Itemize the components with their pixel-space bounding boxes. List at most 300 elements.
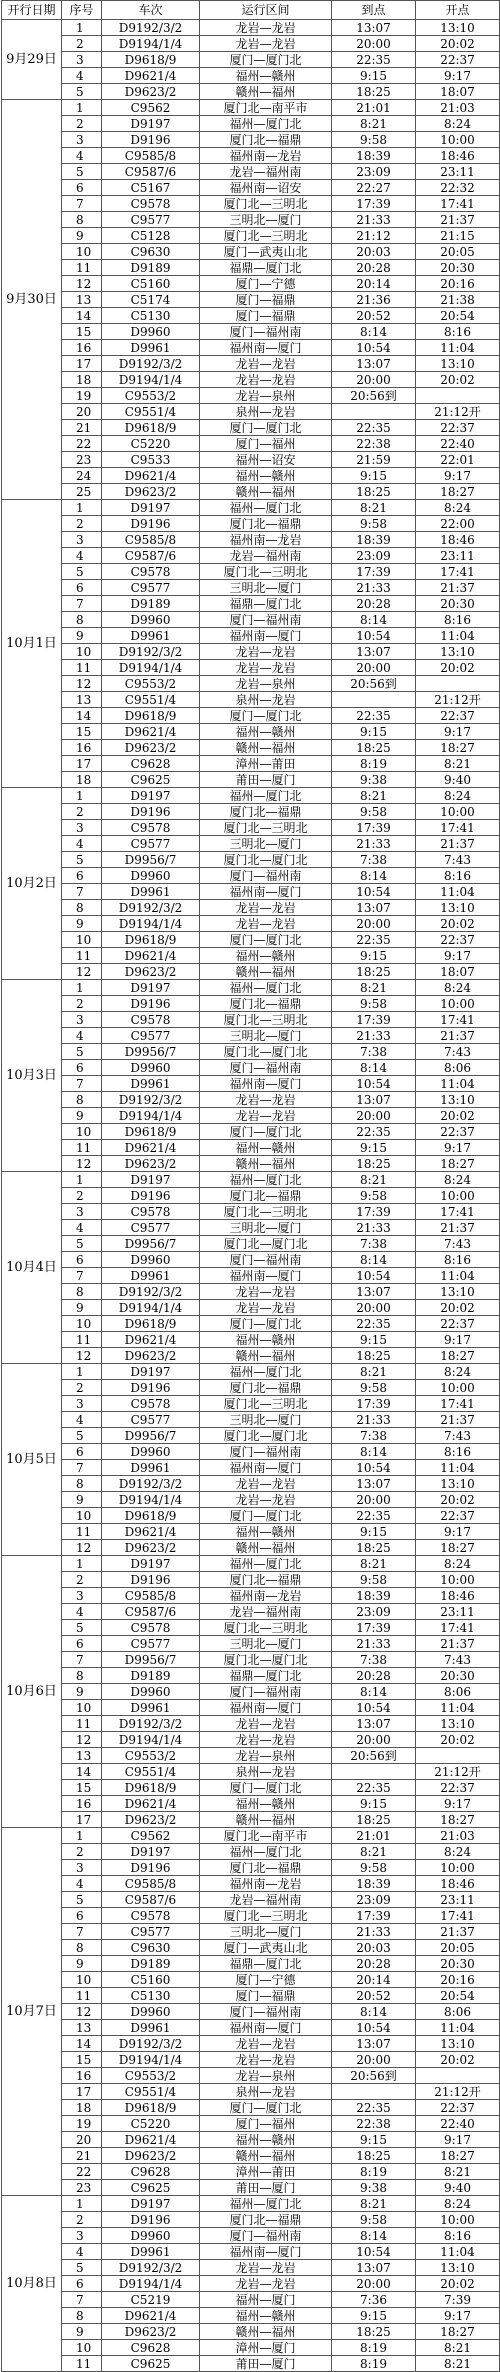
train-no-cell: D9621/4 <box>102 724 200 740</box>
table-row <box>2 580 500 596</box>
arrive-cell: 8:14 <box>332 868 416 884</box>
depart-cell: 21:37 <box>416 580 500 596</box>
route-cell: 莆田—厦门 <box>200 2180 332 2196</box>
depart-cell: 23:11 <box>416 1604 500 1620</box>
depart-cell: 22:37 <box>416 420 500 436</box>
arrive-cell: 18:25 <box>332 1156 416 1172</box>
seq-cell: 7 <box>62 1076 102 1092</box>
table-row <box>2 1812 500 1828</box>
arrive-cell: 20:56到 <box>332 676 416 692</box>
train-no-cell: C5167 <box>102 180 200 196</box>
arrive-cell: 9:58 <box>332 1188 416 1204</box>
route-cell: 福州—厦门北 <box>200 1844 332 1860</box>
depart-cell: 18:46 <box>416 532 500 548</box>
train-no-cell: D9956/7 <box>102 1428 200 1444</box>
seq-cell: 14 <box>62 2036 102 2052</box>
depart-cell: 21:37 <box>416 1412 500 1428</box>
arrive-cell: 7:38 <box>332 1428 416 1444</box>
train-no-cell: D9618/9 <box>102 52 200 68</box>
arrive-cell: 23:09 <box>332 164 416 180</box>
train-no-cell: D9621/4 <box>102 1140 200 1156</box>
seq-cell: 1 <box>62 100 102 116</box>
train-no-cell: D9960 <box>102 1252 200 1268</box>
arrive-cell: 13:07 <box>332 2036 416 2052</box>
arrive-cell: 20:00 <box>332 916 416 932</box>
arrive-cell: 17:39 <box>332 1396 416 1412</box>
train-no-cell: C9533 <box>102 452 200 468</box>
train-no-cell: D9621/4 <box>102 1796 200 1812</box>
train-no-cell: C9577 <box>102 1924 200 1940</box>
depart-cell: 8:16 <box>416 324 500 340</box>
train-no-cell: D9194/1/4 <box>102 660 200 676</box>
seq-cell: 1 <box>62 788 102 804</box>
seq-cell: 19 <box>62 388 102 404</box>
table-row <box>2 420 500 436</box>
table-row <box>2 1620 500 1636</box>
seq-cell: 12 <box>62 676 102 692</box>
depart-cell: 13:10 <box>416 356 500 372</box>
route-cell: 厦门—福州 <box>200 436 332 452</box>
arrive-cell: 9:15 <box>332 468 416 484</box>
table-row <box>2 180 500 196</box>
arrive-cell: 20:00 <box>332 2276 416 2292</box>
arrive-cell: 8:21 <box>332 116 416 132</box>
arrive-cell: 20:03 <box>332 244 416 260</box>
depart-cell: 18:07 <box>416 84 500 100</box>
run-date-cell: 10月6日 <box>2 1556 62 1828</box>
depart-cell: 7:43 <box>416 1428 500 1444</box>
depart-cell: 9:17 <box>416 2132 500 2148</box>
run-date-cell: 10月1日 <box>2 500 62 788</box>
seq-cell: 2 <box>62 1188 102 1204</box>
seq-cell: 3 <box>62 52 102 68</box>
arrive-cell: 18:25 <box>332 2324 416 2340</box>
train-no-cell: D9192/3/2 <box>102 356 200 372</box>
train-no-cell: D9956/7 <box>102 1044 200 1060</box>
depart-cell: 20:02 <box>416 2052 500 2068</box>
arrive-cell: 9:58 <box>332 2212 416 2228</box>
arrive-cell: 9:15 <box>332 724 416 740</box>
table-row <box>2 356 500 372</box>
arrive-cell: 17:39 <box>332 1012 416 1028</box>
train-no-cell: D9960 <box>102 1444 200 1460</box>
depart-cell: 22:37 <box>416 2100 500 2116</box>
table-row <box>2 532 500 548</box>
arrive-cell: 9:38 <box>332 2180 416 2196</box>
run-date-cell: 10月8日 <box>2 2196 62 2372</box>
table-row <box>2 996 500 1012</box>
table-row <box>2 372 500 388</box>
table-row <box>2 1972 500 1988</box>
route-cell: 龙岩—福州南 <box>200 164 332 180</box>
route-cell: 泉州—龙岩 <box>200 692 332 708</box>
arrive-cell: 7:36 <box>332 2292 416 2308</box>
route-cell: 福州南—厦门 <box>200 884 332 900</box>
arrive-cell: 8:21 <box>332 1172 416 1188</box>
depart-cell: 21:03 <box>416 100 500 116</box>
depart-cell: 11:04 <box>416 2244 500 2260</box>
table-row <box>2 212 500 228</box>
route-cell: 厦门—福州南 <box>200 612 332 628</box>
seq-cell: 1 <box>62 500 102 516</box>
route-cell: 厦门北—福鼎 <box>200 132 332 148</box>
route-cell: 厦门—福州 <box>200 2116 332 2132</box>
train-no-cell: C9628 <box>102 2164 200 2180</box>
seq-cell: 25 <box>62 484 102 500</box>
train-no-cell: C5130 <box>102 1988 200 2004</box>
seq-cell: 1 <box>62 1364 102 1380</box>
table-row <box>2 1556 500 1572</box>
depart-cell: 7:43 <box>416 1652 500 1668</box>
depart-cell: 21:37 <box>416 1924 500 1940</box>
route-cell: 厦门北—三明北 <box>200 1204 332 1220</box>
train-no-cell: C9578 <box>102 196 200 212</box>
route-cell: 福州—厦门北 <box>200 1556 332 1572</box>
train-no-cell: D9956/7 <box>102 1236 200 1252</box>
train-no-cell: D9960 <box>102 612 200 628</box>
train-no-cell: C9630 <box>102 244 200 260</box>
train-no-cell: C5220 <box>102 436 200 452</box>
depart-cell: 22:00 <box>416 516 500 532</box>
seq-cell: 6 <box>62 1060 102 1076</box>
arrive-cell: 20:00 <box>332 1300 416 1316</box>
depart-cell: 21:12开 <box>416 404 500 420</box>
depart-cell: 11:04 <box>416 1700 500 1716</box>
train-no-cell: D9961 <box>102 1268 200 1284</box>
route-cell: 厦门—福州南 <box>200 1060 332 1076</box>
depart-cell: 9:17 <box>416 1796 500 1812</box>
seq-cell: 4 <box>62 1876 102 1892</box>
depart-cell: 8:24 <box>416 980 500 996</box>
header-arrive: 到点 <box>332 1 416 20</box>
arrive-cell: 8:19 <box>332 2164 416 2180</box>
table-row <box>2 1988 500 2004</box>
depart-cell: 22:40 <box>416 2116 500 2132</box>
table-row <box>2 1524 500 1540</box>
route-cell: 龙岩—龙岩 <box>200 2036 332 2052</box>
route-cell: 厦门北—厦门北 <box>200 1236 332 1252</box>
table-row <box>2 1876 500 1892</box>
table-row <box>2 548 500 564</box>
seq-cell: 5 <box>62 1892 102 1908</box>
depart-cell: 9:40 <box>416 2180 500 2196</box>
route-cell: 赣州—福州 <box>200 1812 332 1828</box>
table-row <box>2 708 500 724</box>
depart-cell: 22:40 <box>416 436 500 452</box>
seq-cell: 10 <box>62 244 102 260</box>
route-cell: 厦门—厦门北 <box>200 1508 332 1524</box>
depart-cell: 21:12开 <box>416 2084 500 2100</box>
route-cell: 厦门北—三明北 <box>200 228 332 244</box>
seq-cell: 14 <box>62 1764 102 1780</box>
arrive-cell: 22:38 <box>332 436 416 452</box>
arrive-cell: 22:35 <box>332 932 416 948</box>
seq-cell: 20 <box>62 2132 102 2148</box>
depart-cell: 8:24 <box>416 1364 500 1380</box>
seq-cell: 5 <box>62 84 102 100</box>
header-date: 开行日期 <box>2 1 62 20</box>
depart-cell: 10:00 <box>416 804 500 820</box>
seq-cell: 2 <box>62 996 102 1012</box>
depart-cell: 20:30 <box>416 1668 500 1684</box>
run-date-cell: 9月30日 <box>2 100 62 500</box>
table-row <box>2 1044 500 1060</box>
train-no-cell: C9553/2 <box>102 1748 200 1764</box>
train-no-cell: C9625 <box>102 772 200 788</box>
route-cell: 厦门—福鼎 <box>200 308 332 324</box>
table-row <box>2 612 500 628</box>
train-no-cell: D9194/1/4 <box>102 1108 200 1124</box>
table-row <box>2 452 500 468</box>
table-row <box>2 2148 500 2164</box>
table-row <box>2 276 500 292</box>
seq-cell: 12 <box>62 1540 102 1556</box>
table-row <box>2 1396 500 1412</box>
train-no-cell: D9197 <box>102 980 200 996</box>
train-no-cell: D9197 <box>102 788 200 804</box>
table-row <box>2 1476 500 1492</box>
depart-cell: 10:00 <box>416 2212 500 2228</box>
depart-cell <box>416 676 500 692</box>
train-no-cell: C9628 <box>102 2340 200 2356</box>
train-no-cell: D9960 <box>102 1060 200 1076</box>
route-cell: 福州—赣州 <box>200 1796 332 1812</box>
seq-cell: 10 <box>62 1316 102 1332</box>
route-cell: 龙岩—福州南 <box>200 1604 332 1620</box>
train-no-cell: C5220 <box>102 2116 200 2132</box>
route-cell: 龙岩—龙岩 <box>200 20 332 36</box>
route-cell: 厦门北—三明北 <box>200 564 332 580</box>
depart-cell: 8:24 <box>416 500 500 516</box>
table-row <box>2 2084 500 2100</box>
train-no-cell: D9618/9 <box>102 1316 200 1332</box>
train-no-cell: C9630 <box>102 1940 200 1956</box>
seq-cell: 2 <box>62 1572 102 1588</box>
train-no-cell: D9197 <box>102 500 200 516</box>
table-row <box>2 724 500 740</box>
depart-cell: 17:41 <box>416 1620 500 1636</box>
train-no-cell: C9577 <box>102 1220 200 1236</box>
train-no-cell: C9551/4 <box>102 1764 200 1780</box>
route-cell: 厦门—福州南 <box>200 1684 332 1700</box>
route-cell: 龙岩—龙岩 <box>200 1732 332 1748</box>
depart-cell: 10:00 <box>416 1572 500 1588</box>
table-row <box>2 1860 500 1876</box>
train-no-cell: D9192/3/2 <box>102 900 200 916</box>
arrive-cell: 18:39 <box>332 532 416 548</box>
train-no-cell: C9585/8 <box>102 148 200 164</box>
seq-cell: 5 <box>62 2260 102 2276</box>
route-cell: 福鼎—厦门北 <box>200 260 332 276</box>
train-no-cell: D9192/3/2 <box>102 1092 200 1108</box>
table-row <box>2 228 500 244</box>
table-row <box>2 1700 500 1716</box>
route-cell: 厦门北—福鼎 <box>200 996 332 1012</box>
depart-cell: 8:24 <box>416 1844 500 1860</box>
arrive-cell: 10:54 <box>332 1700 416 1716</box>
depart-cell: 7:39 <box>416 2292 500 2308</box>
arrive-cell: 22:35 <box>332 1124 416 1140</box>
arrive-cell: 9:38 <box>332 772 416 788</box>
seq-cell: 10 <box>62 1124 102 1140</box>
route-cell: 三明北—厦门 <box>200 1220 332 1236</box>
route-cell: 福州南—厦门 <box>200 340 332 356</box>
depart-cell: 9:17 <box>416 68 500 84</box>
depart-cell: 11:04 <box>416 628 500 644</box>
table-row <box>2 772 500 788</box>
train-no-cell: C9578 <box>102 1908 200 1924</box>
table-row <box>2 1652 500 1668</box>
table-row <box>2 292 500 308</box>
train-no-cell: C9628 <box>102 756 200 772</box>
depart-cell: 10:00 <box>416 1860 500 1876</box>
train-no-cell: D9961 <box>102 1700 200 1716</box>
arrive-cell: 18:25 <box>332 964 416 980</box>
seq-cell: 4 <box>62 1604 102 1620</box>
route-cell: 福州南—厦门 <box>200 2020 332 2036</box>
train-no-cell: D9192/3/2 <box>102 644 200 660</box>
table-row <box>2 404 500 420</box>
depart-cell: 18:46 <box>416 1588 500 1604</box>
train-no-cell: D9194/1/4 <box>102 2276 200 2292</box>
seq-cell: 5 <box>62 164 102 180</box>
table-row <box>2 308 500 324</box>
table-row <box>2 388 500 404</box>
route-cell: 龙岩—泉州 <box>200 1748 332 1764</box>
table-row <box>2 2004 500 2020</box>
seq-cell: 4 <box>62 68 102 84</box>
route-cell: 龙岩—龙岩 <box>200 1492 332 1508</box>
arrive-cell: 9:58 <box>332 132 416 148</box>
table-row <box>2 1172 500 1188</box>
table-row <box>2 1092 500 1108</box>
arrive-cell: 10:54 <box>332 1268 416 1284</box>
arrive-cell: 21:33 <box>332 1924 416 1940</box>
seq-cell: 10 <box>62 1700 102 1716</box>
table-row <box>2 52 500 68</box>
table-row <box>2 2244 500 2260</box>
seq-cell: 11 <box>62 260 102 276</box>
depart-cell: 20:02 <box>416 372 500 388</box>
depart-cell: 22:37 <box>416 932 500 948</box>
seq-cell: 3 <box>62 1588 102 1604</box>
route-cell: 厦门北—三明北 <box>200 820 332 836</box>
depart-cell: 7:43 <box>416 1236 500 1252</box>
arrive-cell: 8:14 <box>332 1252 416 1268</box>
train-no-cell: C9587/6 <box>102 1892 200 1908</box>
seq-cell: 6 <box>62 1444 102 1460</box>
seq-cell: 11 <box>62 1988 102 2004</box>
seq-cell: 2 <box>62 116 102 132</box>
arrive-cell <box>332 692 416 708</box>
seq-cell: 1 <box>62 1172 102 1188</box>
table-row <box>2 468 500 484</box>
depart-cell: 21:37 <box>416 1220 500 1236</box>
table-row <box>2 2116 500 2132</box>
seq-cell: 4 <box>62 1412 102 1428</box>
seq-cell: 7 <box>62 2292 102 2308</box>
table-row <box>2 1220 500 1236</box>
arrive-cell: 17:39 <box>332 1204 416 1220</box>
arrive-cell: 20:00 <box>332 372 416 388</box>
depart-cell: 9:17 <box>416 468 500 484</box>
depart-cell: 18:07 <box>416 964 500 980</box>
train-no-cell: C9577 <box>102 1028 200 1044</box>
train-no-cell: D9956/7 <box>102 852 200 868</box>
seq-cell: 4 <box>62 836 102 852</box>
arrive-cell: 22:35 <box>332 1316 416 1332</box>
depart-cell: 20:30 <box>416 260 500 276</box>
depart-cell: 13:10 <box>416 1716 500 1732</box>
run-date-cell: 10月7日 <box>2 1828 62 2196</box>
table-row <box>2 740 500 756</box>
table-row <box>2 1572 500 1588</box>
table-row <box>2 1716 500 1732</box>
route-cell: 福州—赣州 <box>200 2308 332 2324</box>
depart-cell: 11:04 <box>416 1076 500 1092</box>
arrive-cell: 20:28 <box>332 260 416 276</box>
seq-cell: 8 <box>62 612 102 628</box>
arrive-cell: 23:09 <box>332 548 416 564</box>
seq-cell: 5 <box>62 852 102 868</box>
train-no-cell: D9196 <box>102 1860 200 1876</box>
table-row <box>2 340 500 356</box>
arrive-cell: 10:54 <box>332 884 416 900</box>
arrive-cell: 8:14 <box>332 324 416 340</box>
seq-cell: 3 <box>62 1012 102 1028</box>
table-row <box>2 1956 500 1972</box>
table-row <box>2 644 500 660</box>
arrive-cell: 22:35 <box>332 52 416 68</box>
route-cell: 厦门北—南平市 <box>200 100 332 116</box>
train-no-cell: D9960 <box>102 2004 200 2020</box>
seq-cell: 6 <box>62 1636 102 1652</box>
table-row <box>2 1124 500 1140</box>
depart-cell: 21:37 <box>416 836 500 852</box>
table-row <box>2 2036 500 2052</box>
table-row <box>2 1364 500 1380</box>
seq-cell: 16 <box>62 2068 102 2084</box>
arrive-cell: 7:38 <box>332 1652 416 1668</box>
depart-cell: 11:04 <box>416 2020 500 2036</box>
arrive-cell: 23:09 <box>332 1604 416 1620</box>
seq-cell: 1 <box>62 980 102 996</box>
seq-cell: 2 <box>62 516 102 532</box>
depart-cell: 8:24 <box>416 1172 500 1188</box>
route-cell: 福州南—诏安 <box>200 180 332 196</box>
train-no-cell: D9189 <box>102 1956 200 1972</box>
train-no-cell: C9551/4 <box>102 2084 200 2100</box>
run-date-cell: 10月2日 <box>2 788 62 980</box>
route-cell: 赣州—福州 <box>200 964 332 980</box>
depart-cell: 8:21 <box>416 2340 500 2356</box>
route-cell: 福州—赣州 <box>200 1140 332 1156</box>
train-no-cell: D9956/7 <box>102 1652 200 1668</box>
depart-cell: 20:02 <box>416 660 500 676</box>
train-no-cell: D9960 <box>102 1684 200 1700</box>
route-cell: 厦门—厦门北 <box>200 52 332 68</box>
seq-cell: 13 <box>62 2020 102 2036</box>
seq-cell: 16 <box>62 740 102 756</box>
train-no-cell: C9551/4 <box>102 404 200 420</box>
depart-cell: 9:17 <box>416 724 500 740</box>
arrive-cell: 20:00 <box>332 1492 416 1508</box>
arrive-cell: 20:00 <box>332 36 416 52</box>
arrive-cell: 22:35 <box>332 1508 416 1524</box>
arrive-cell: 23:09 <box>332 1892 416 1908</box>
seq-cell: 11 <box>62 660 102 676</box>
train-no-cell: D9196 <box>102 516 200 532</box>
